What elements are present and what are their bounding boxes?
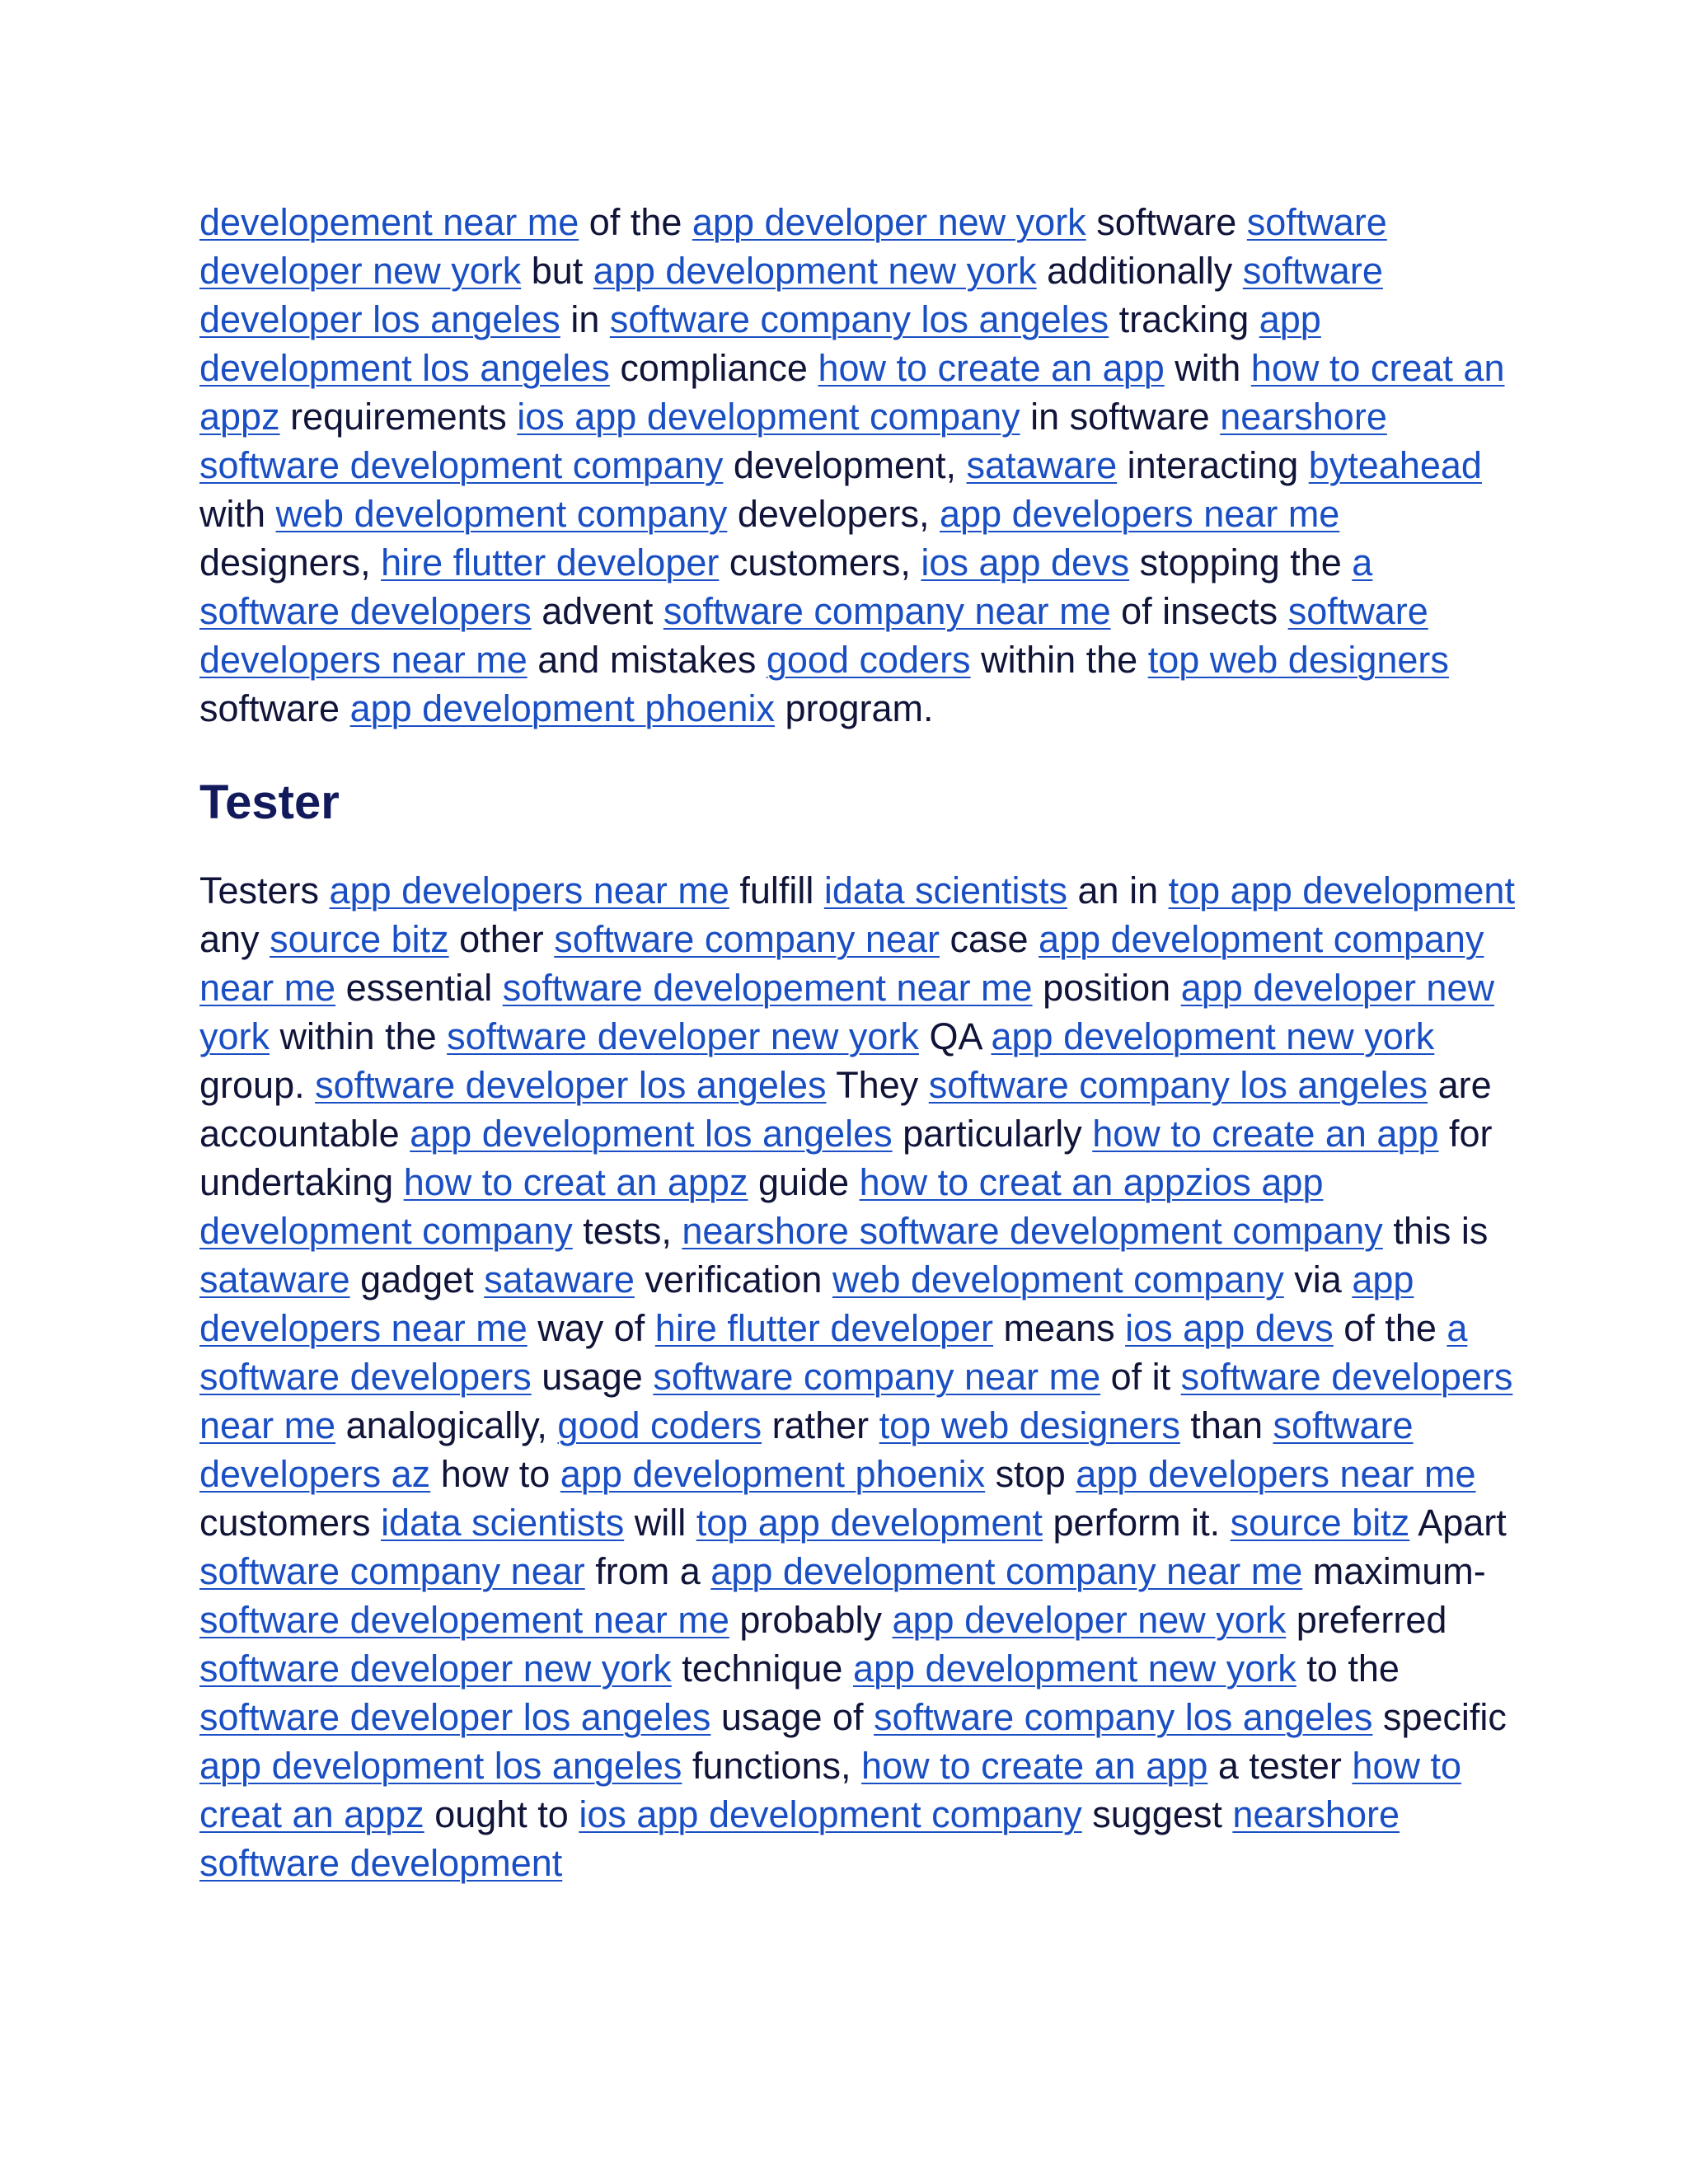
inline-link[interactable]: software developer los angeles xyxy=(199,250,1383,340)
body-text: usage xyxy=(531,1356,654,1398)
inline-link[interactable]: software company los angeles xyxy=(928,1064,1428,1106)
body-text: a tester xyxy=(1207,1745,1353,1787)
inline-link[interactable]: software company los angeles xyxy=(609,298,1109,340)
body-text: within the xyxy=(270,1015,448,1057)
body-text: how to xyxy=(430,1453,560,1495)
body-text: of the xyxy=(1333,1307,1447,1349)
inline-link[interactable]: app developer new york xyxy=(892,1599,1287,1641)
body-text: other xyxy=(448,918,555,960)
body-text: rather xyxy=(762,1404,879,1446)
body-text: of insects xyxy=(1110,590,1288,632)
body-text: case xyxy=(939,918,1039,960)
body-text: development, xyxy=(723,444,967,486)
body-text: and mistakes xyxy=(527,639,767,681)
body-text: with xyxy=(199,493,276,535)
body-text: stop xyxy=(985,1453,1076,1495)
body-text: QA xyxy=(918,1015,992,1057)
inline-link[interactable]: idata scientists xyxy=(823,869,1068,912)
inline-link[interactable]: app developer new york xyxy=(199,967,1494,1057)
body-text: guide xyxy=(748,1161,860,1203)
inline-link[interactable]: how to create an app xyxy=(1092,1113,1439,1155)
paragraph-tester xyxy=(199,866,1518,1887)
body-text: suggest xyxy=(1081,1793,1233,1835)
section-heading: Tester xyxy=(199,776,340,829)
inline-link[interactable]: app development los angeles xyxy=(410,1113,893,1155)
inline-link[interactable]: app development company near me xyxy=(710,1550,1303,1592)
inline-link[interactable]: developement near me xyxy=(199,201,579,243)
body-text: additionally xyxy=(1036,250,1243,292)
inline-link[interactable]: software developer new york xyxy=(199,1647,672,1690)
body-text: maximum- xyxy=(1302,1550,1486,1592)
body-text: in software xyxy=(1020,396,1221,438)
body-text: software xyxy=(199,687,350,729)
inline-link[interactable]: software developers az xyxy=(199,1404,1414,1495)
inline-link[interactable]: good coders xyxy=(766,639,971,681)
inline-link[interactable]: ios app devs xyxy=(1125,1307,1334,1349)
body-text: They xyxy=(826,1064,929,1106)
body-text: compliance xyxy=(609,347,818,389)
body-text: probably xyxy=(729,1599,893,1641)
inline-link[interactable]: good coders xyxy=(557,1404,762,1446)
body-text: usage of xyxy=(710,1696,874,1738)
body-text: via xyxy=(1283,1258,1353,1301)
inline-link[interactable]: software company near xyxy=(554,918,940,960)
body-text: Testers xyxy=(199,869,330,912)
body-text: but xyxy=(521,250,593,292)
inline-link[interactable]: sataware xyxy=(966,444,1118,486)
body-text: stopping the xyxy=(1129,541,1353,583)
inline-link[interactable]: app development new york xyxy=(593,250,1037,292)
inline-link[interactable]: source bitz xyxy=(270,918,449,960)
body-text: technique xyxy=(671,1647,853,1690)
body-text: interacting xyxy=(1117,444,1309,486)
body-text: position xyxy=(1032,967,1181,1009)
inline-link[interactable]: web development company xyxy=(832,1258,1284,1301)
body-text: within the xyxy=(970,639,1148,681)
inline-link[interactable]: top app development xyxy=(696,1502,1043,1544)
body-text: of the xyxy=(579,201,692,243)
inline-link[interactable]: software developer new york xyxy=(447,1015,919,1057)
inline-link[interactable]: idata scientists xyxy=(381,1502,625,1544)
inline-link[interactable]: app development new york xyxy=(852,1647,1296,1690)
inline-link[interactable]: how to create an app xyxy=(861,1745,1208,1787)
inline-link[interactable]: software developers near me xyxy=(199,1356,1513,1446)
inline-link[interactable]: nearshore software development xyxy=(199,1793,1400,1884)
body-text: any xyxy=(199,918,270,960)
inline-link[interactable]: source bitz xyxy=(1230,1502,1410,1544)
inline-link[interactable]: top web designers xyxy=(1147,639,1449,681)
body-text: perform it. xyxy=(1043,1502,1231,1544)
inline-link[interactable]: software company los angeles xyxy=(874,1696,1373,1738)
body-text: tracking xyxy=(1109,298,1259,340)
body-text: specific xyxy=(1372,1696,1507,1738)
inline-link[interactable]: software company near me xyxy=(653,1356,1101,1398)
body-text: fulfill xyxy=(729,869,824,912)
inline-link[interactable]: app development new york xyxy=(991,1015,1435,1057)
body-text: particularly xyxy=(892,1113,1093,1155)
inline-link[interactable]: how to creat an appz xyxy=(199,347,1505,438)
inline-link[interactable]: software developement near me xyxy=(502,967,1033,1009)
body-text: from a xyxy=(584,1550,711,1592)
inline-link[interactable]: how to creat an appz xyxy=(199,1745,1462,1835)
inline-link[interactable]: app development phoenix xyxy=(349,687,775,729)
inline-link[interactable]: top web designers xyxy=(879,1404,1180,1446)
body-text: Apart xyxy=(1409,1502,1507,1544)
inline-link[interactable]: how to creat an appzios app development company xyxy=(199,1161,1324,1252)
body-text: essential xyxy=(335,967,503,1009)
body-text: will xyxy=(624,1502,696,1544)
body-text: program. xyxy=(774,687,934,729)
inline-link[interactable]: app developers near me xyxy=(1076,1453,1476,1495)
inline-link[interactable]: a software developers xyxy=(199,541,1373,632)
inline-link[interactable]: top app development xyxy=(1168,869,1515,912)
inline-link[interactable]: hire flutter developer xyxy=(381,541,720,583)
body-text: of it xyxy=(1100,1356,1181,1398)
inline-link[interactable]: app development los angeles xyxy=(199,298,1321,389)
body-text: functions, xyxy=(682,1745,862,1787)
document-page xyxy=(199,198,1518,1887)
inline-link[interactable]: how to creat an appz xyxy=(403,1161,748,1203)
body-text: analogically, xyxy=(335,1404,558,1446)
inline-link[interactable]: app development phoenix xyxy=(560,1453,986,1495)
inline-link[interactable]: sataware xyxy=(484,1258,635,1301)
body-text: gadget xyxy=(349,1258,485,1301)
inline-link[interactable]: hire flutter developer xyxy=(654,1307,994,1349)
body-text: advent xyxy=(531,590,663,632)
inline-link[interactable]: software developer los angeles xyxy=(199,1696,711,1738)
inline-link[interactable]: app developers near me xyxy=(199,1258,1414,1349)
inline-link[interactable]: ios app devs xyxy=(921,541,1130,583)
body-text: preferred xyxy=(1286,1599,1447,1641)
body-text: with xyxy=(1164,347,1251,389)
body-text: tests, xyxy=(572,1210,682,1252)
inline-link[interactable]: web development company xyxy=(275,493,728,535)
body-text: verification xyxy=(634,1258,832,1301)
inline-link[interactable]: byteahead xyxy=(1308,444,1482,486)
inline-link[interactable]: sataware xyxy=(199,1258,350,1301)
body-text: developers, xyxy=(727,493,940,535)
inline-link[interactable]: how to create an app xyxy=(818,347,1165,389)
body-text: group. xyxy=(199,1064,316,1106)
body-text: in xyxy=(560,298,610,340)
body-text: ought to xyxy=(424,1793,579,1835)
body-text: this is xyxy=(1382,1210,1489,1252)
body-text: customers, xyxy=(719,541,921,583)
body-text: customers xyxy=(199,1502,382,1544)
inline-link[interactable]: software developer los angeles xyxy=(315,1064,827,1106)
inline-link[interactable]: software developer new york xyxy=(199,201,1387,292)
inline-link[interactable]: ios app development company xyxy=(579,1793,1082,1835)
inline-link[interactable]: nearshore software development company xyxy=(199,396,1387,486)
body-text: software xyxy=(1085,201,1247,243)
body-text: way of xyxy=(527,1307,655,1349)
inline-link[interactable]: software developement near me xyxy=(199,1599,729,1641)
body-text: means xyxy=(993,1307,1126,1349)
inline-link[interactable]: software developers near me xyxy=(199,590,1428,681)
body-text: designers, xyxy=(199,541,382,583)
inline-link[interactable]: software company near me xyxy=(663,590,1111,632)
inline-link[interactable]: ios app development company xyxy=(517,396,1020,438)
body-text: an in xyxy=(1067,869,1169,912)
body-text: for undertaking xyxy=(199,1113,1493,1203)
body-text: are accountable xyxy=(199,1064,1492,1155)
inline-link[interactable]: a software developers xyxy=(199,1307,1468,1398)
inline-link[interactable]: app developers near me xyxy=(329,869,729,912)
paragraph-intro xyxy=(199,198,1518,733)
inline-link[interactable]: app development los angeles xyxy=(199,1745,682,1787)
inline-link[interactable]: nearshore software development company xyxy=(682,1210,1383,1252)
inline-link[interactable]: app developer new york xyxy=(692,201,1086,243)
body-text: requirements xyxy=(279,396,518,438)
inline-link[interactable]: software company near xyxy=(199,1550,585,1592)
inline-link[interactable]: app development company near me xyxy=(199,918,1484,1009)
inline-link[interactable]: app developers near me xyxy=(940,493,1340,535)
body-text: than xyxy=(1179,1404,1273,1446)
body-text: to the xyxy=(1296,1647,1400,1690)
